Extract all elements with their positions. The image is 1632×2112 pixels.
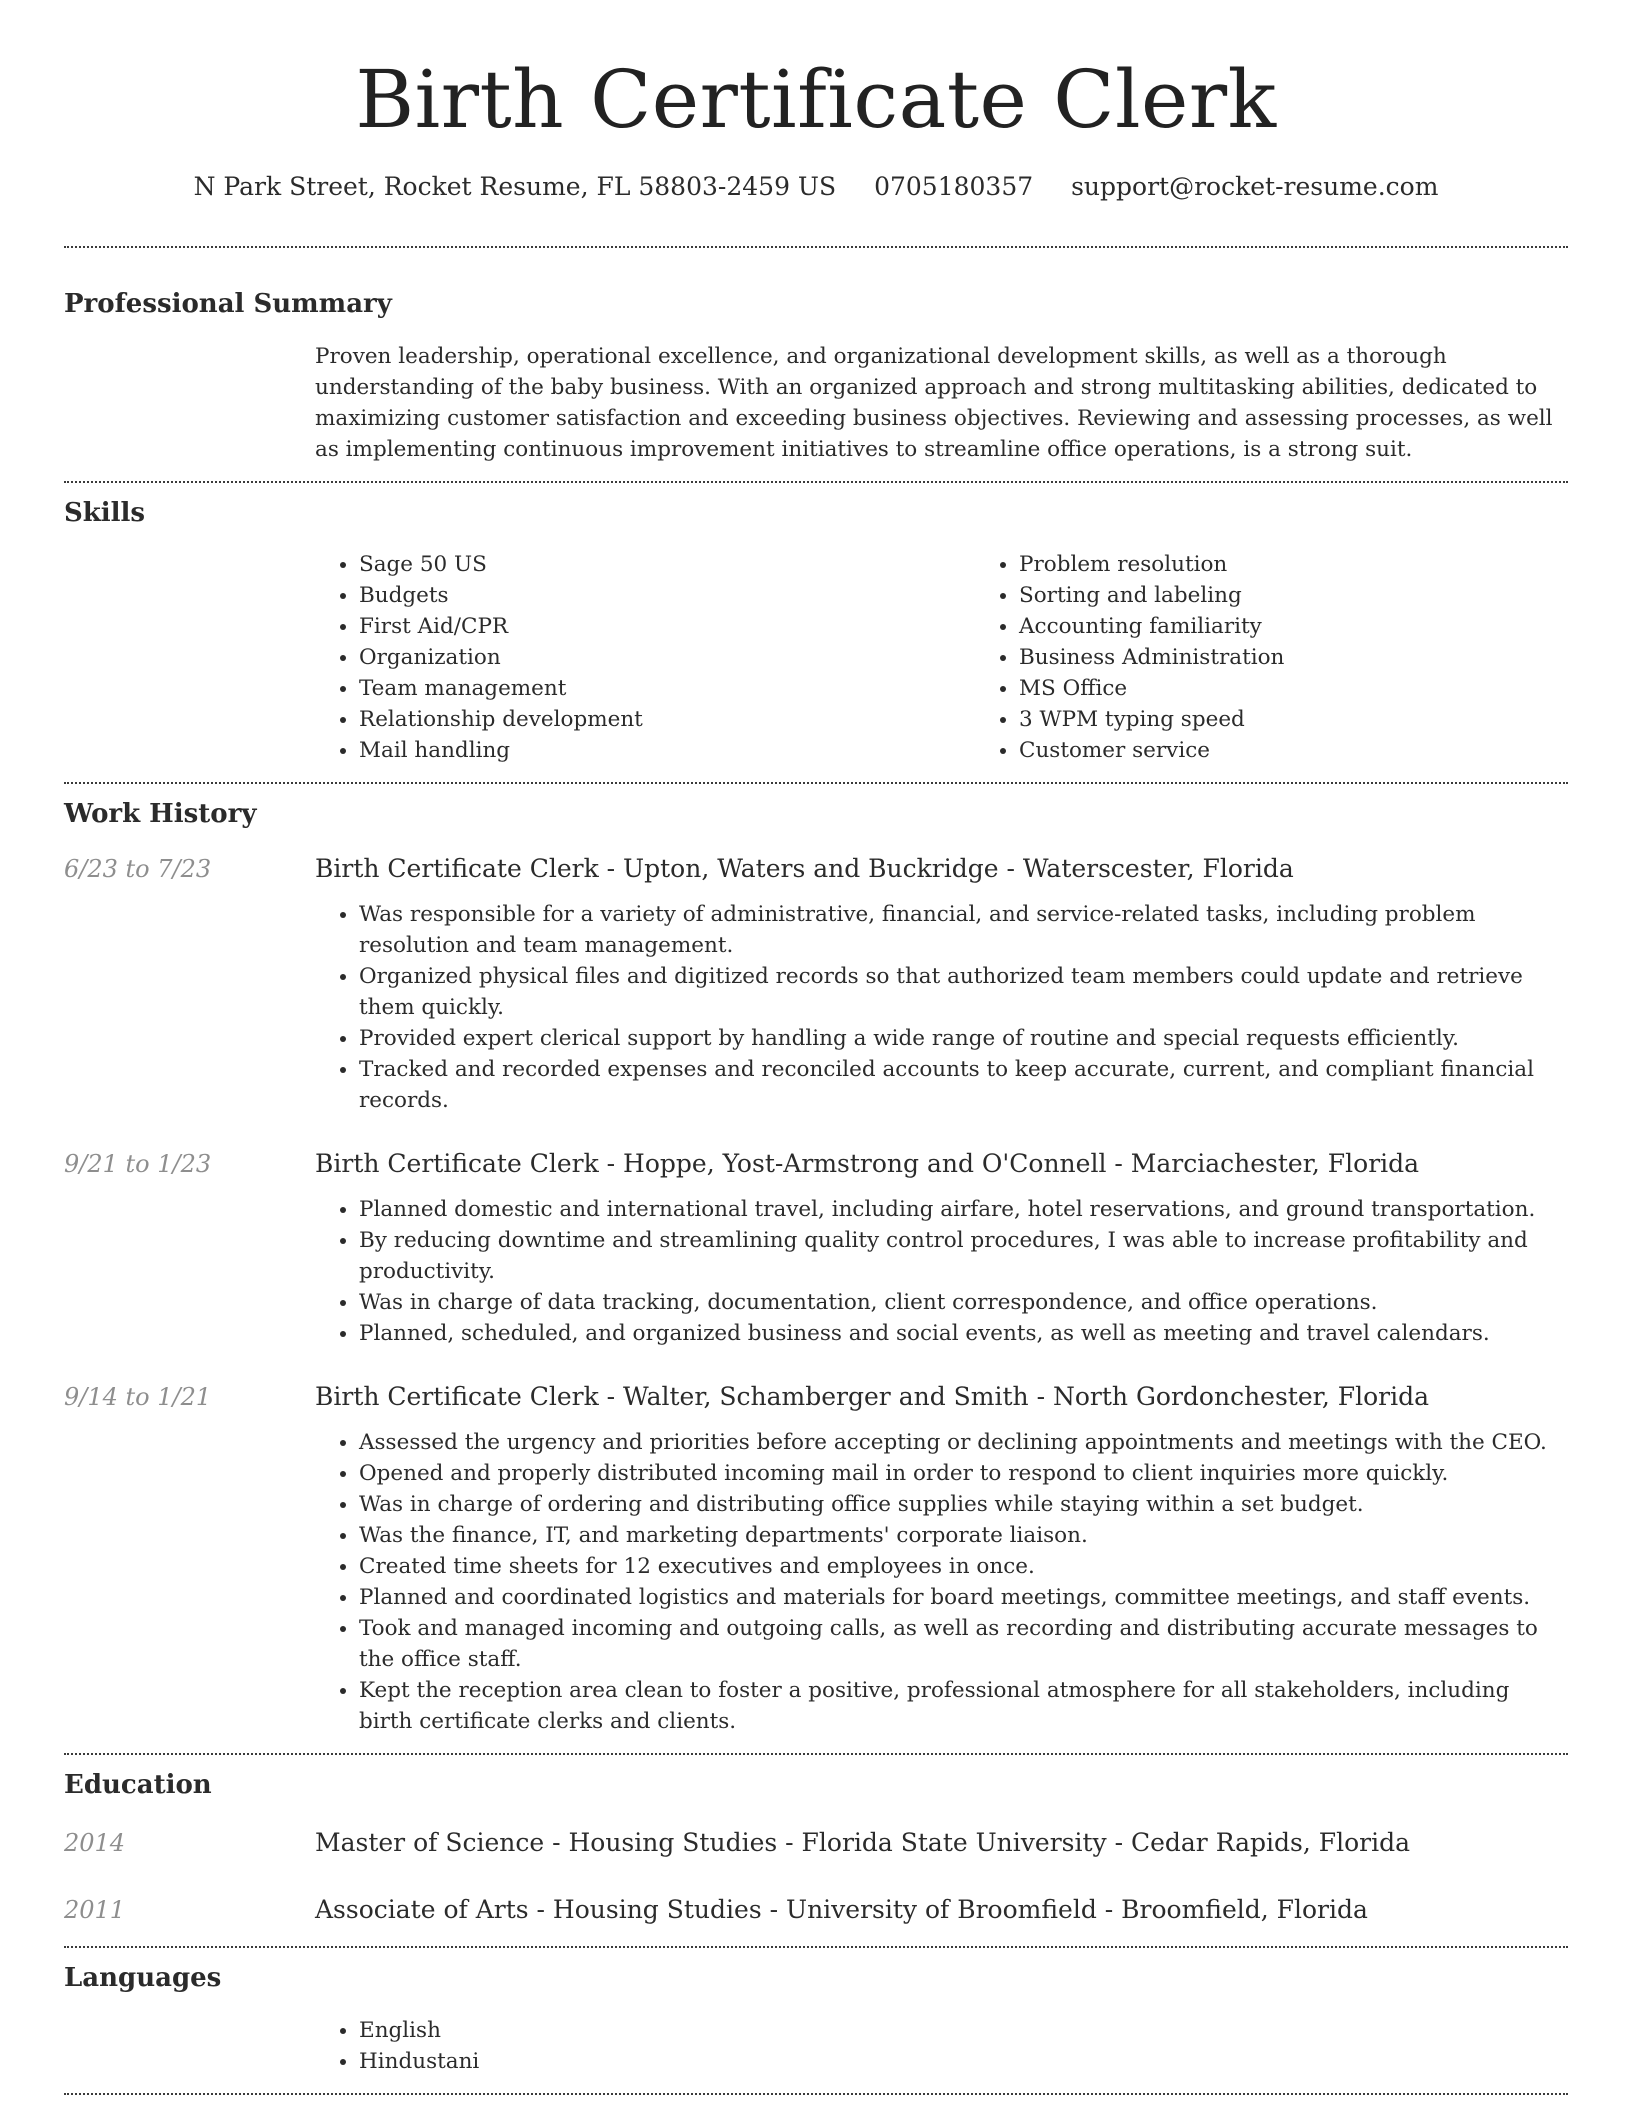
language-item: • English: [359, 2015, 1568, 2046]
job-date: 6/23 to 7/23: [64, 855, 212, 883]
section-divider: [64, 2093, 1568, 2095]
job-date: 9/14 to 1/21: [64, 1383, 212, 1411]
education-heading: Master of Science - Housing Studies - Florida State University - Cedar Rapids, Florida: [315, 1828, 1410, 1857]
resume-header: [64, 0, 1568, 204]
skill-item: • Relationship development: [359, 704, 975, 735]
skill-item: • Problem resolution: [1019, 549, 1632, 580]
education-entry: [64, 1894, 1568, 1926]
skill-item: • Mail handling: [359, 735, 975, 766]
skills-list-right: [975, 549, 1632, 766]
summary-title: Professional Summary: [64, 289, 392, 319]
languages-list: [315, 2015, 1568, 2077]
job-bullet: • Was in charge of ordering and distributing office supplies while staying within a set budget.: [359, 1489, 1568, 1520]
job-bullet: • Assessed the urgency and priorities before accepting or declining appointments and meetings with the CEO.: [359, 1427, 1568, 1458]
summary-text: Proven leadership, operational excellence, and organizational development skills, as well as a thorough understanding of the baby business. With an organized approach and strong multitasking abilities, dedicated to maximizing customer satisfaction and exceeding business objectives. Reviewing and assessing processes, as well as implementing continuous improvement initiatives to streamline office operations, is a strong suit.: [315, 344, 1553, 462]
skill-item: • Organization: [359, 642, 975, 673]
education-heading: Associate of Arts - Housing Studies - University of Broomfield - Broomfield, Florida: [315, 1895, 1368, 1924]
skill-item: • Sage 50 US: [359, 549, 975, 580]
education-title: Education: [64, 1770, 212, 1800]
job-bullet: • Created time sheets for 12 executives and employees in once.: [359, 1551, 1568, 1582]
skill-item: • Business Administration: [1019, 642, 1632, 673]
job-bullet: • Planned domestic and international travel, including airfare, hotel reservations, and ground transportation.: [359, 1194, 1568, 1225]
skill-item: • Sorting and labeling: [1019, 580, 1632, 611]
skill-item: • First Aid/CPR: [359, 611, 975, 642]
education-section: [64, 1755, 1568, 1926]
work-history-section: [64, 784, 1568, 1737]
education-date: 2014: [64, 1829, 126, 1857]
job-heading: Birth Certificate Clerk - Hoppe, Yost-Armstrong and O'Connell - Marciachester, Florida: [315, 1149, 1420, 1178]
language-item: • Hindustani: [359, 2046, 1568, 2077]
education-entry: [64, 1827, 1568, 1859]
summary-section: [64, 248, 1568, 465]
job-bullets: [315, 1194, 1568, 1349]
job-heading: Birth Certificate Clerk - Upton, Waters and Buckridge - Waterscester, Florida: [315, 854, 1294, 883]
job-entry: [64, 1381, 1568, 1737]
education-date: 2011: [64, 1896, 126, 1924]
job-heading: Birth Certificate Clerk - Walter, Schamberger and Smith - North Gordonchester, Florida: [315, 1382, 1429, 1411]
skill-item: • Customer service: [1019, 735, 1632, 766]
job-bullet: • Was the finance, IT, and marketing departments' corporate liaison.: [359, 1520, 1568, 1551]
job-bullet: • Took and managed incoming and outgoing calls, as well as recording and distributing accurate messages to the office staff.: [359, 1613, 1568, 1675]
job-entry: [64, 1148, 1568, 1349]
job-bullet: • Provided expert clerical support by handling a wide range of routine and special requests efficiently.: [359, 1023, 1568, 1054]
contact-address: N Park Street, Rocket Resume, FL 58803-2459 US: [193, 172, 837, 201]
job-bullet: • By reducing downtime and streamlining quality control procedures, I was able to increase profitability and productivity.: [359, 1225, 1568, 1287]
contact-phone: 0705180357: [874, 172, 1034, 201]
work-history-title: Work History: [64, 799, 257, 829]
job-bullet: • Planned and coordinated logistics and materials for board meetings, committee meetings, and staff events.: [359, 1582, 1568, 1613]
skill-item: • 3 WPM typing speed: [1019, 704, 1632, 735]
job-entry: [64, 853, 1568, 1116]
job-bullet: • Kept the reception area clean to foster a positive, professional atmosphere for all stakeholders, including birth certificate clerks and clients.: [359, 1675, 1568, 1737]
skills-section: [64, 483, 1568, 766]
contact-line: [64, 170, 1568, 204]
job-bullet: • Was in charge of data tracking, documentation, client correspondence, and office operations.: [359, 1287, 1568, 1318]
contact-email: support@rocket-resume.com: [1071, 172, 1439, 201]
skill-item: • Accounting familiarity: [1019, 611, 1632, 642]
job-bullet: • Was responsible for a variety of administrative, financial, and service-related tasks, including problem resolution and team management.: [359, 899, 1568, 961]
job-bullet: • Tracked and recorded expenses and reconciled accounts to keep accurate, current, and compliant financial records.: [359, 1054, 1568, 1116]
job-bullet: • Organized physical files and digitized records so that authorized team members could update and retrieve them quickly.: [359, 961, 1568, 1023]
job-bullets: [315, 1427, 1568, 1737]
job-bullet: • Opened and properly distributed incoming mail in order to respond to client inquiries more quickly.: [359, 1458, 1568, 1489]
languages-section: [64, 1948, 1568, 2077]
candidate-name: Birth Certificate Clerk: [355, 53, 1277, 146]
skills-list-left: [315, 549, 975, 766]
skills-title: Skills: [64, 498, 146, 528]
job-date: 9/21 to 1/23: [64, 1150, 212, 1178]
job-bullet: • Planned, scheduled, and organized business and social events, as well as meeting and travel calendars.: [359, 1318, 1568, 1349]
skill-item: • Budgets: [359, 580, 975, 611]
skill-item: • Team management: [359, 673, 975, 704]
languages-title: Languages: [64, 1963, 222, 1993]
skill-item: • MS Office: [1019, 673, 1632, 704]
job-bullets: [315, 899, 1568, 1116]
